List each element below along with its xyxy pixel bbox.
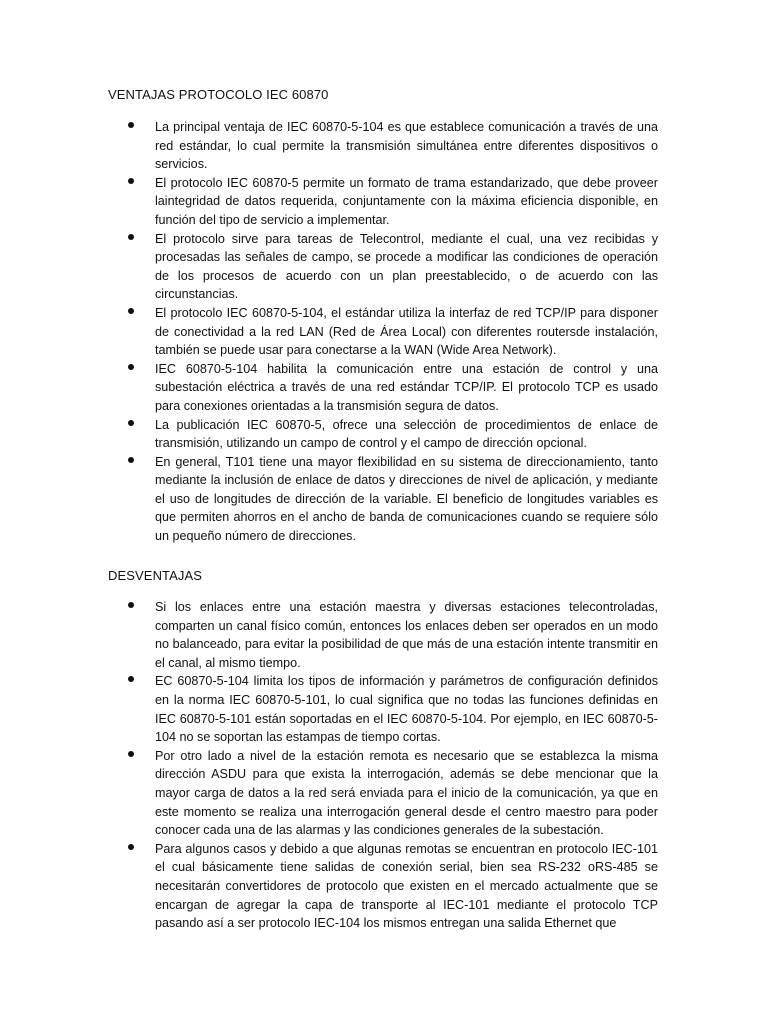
- list-item: [0, 416, 768, 453]
- list-item: [0, 453, 768, 546]
- bullet-icon: [128, 178, 134, 184]
- bullet-icon: [128, 457, 134, 463]
- section-heading-ventajas: VENTAJAS PROTOCOLO IEC 60870: [108, 87, 329, 102]
- list-item: [0, 360, 768, 416]
- desventajas-list: [0, 598, 768, 933]
- bullet-icon: [128, 751, 134, 757]
- bullet-icon: [128, 308, 134, 314]
- list-item-text: El protocolo IEC 60870-5-104, el estándar utiliza la interfaz de red TCP/IP para disponer de conectividad a la red LAN (Red de Área Local) con diferentes routersde instalación, también se puede usar para conectarse a la WAN (Wide Area Network).: [155, 305, 658, 358]
- list-item: [0, 304, 768, 360]
- list-item: [0, 672, 768, 746]
- list-item-text: EC 60870-5-104 limita los tipos de información y parámetros de configuración definidos en la norma IEC 60870-5-101, lo cual significa que no todas las funciones definidas en IEC 60870-5-101 están soportadas en el IEC 60870-5-104. Por ejemplo, en IEC 60870-5-104 no se soportan las estampas de tiempo cortas.: [155, 674, 658, 745]
- list-item-text: Para algunos casos y debido a que algunas remotas se encuentran en protocolo IEC-101 el cual básicamente tiene salidas de conexión serial, bien sea RS-232 oRS-485 se necesitarán convertidores de protocolo que existen en el mercado actualmente que se encargan de agregar la capa de transporte al IEC-101 mediante el protocolo TCP pasando así a ser protocolo IEC-104 los mismos entregan una salida Ethernet que: [155, 841, 658, 931]
- section-heading-desventajas: DESVENTAJAS: [108, 568, 203, 583]
- list-item: [0, 118, 768, 174]
- bullet-icon: [128, 364, 134, 370]
- bullet-icon: [128, 844, 134, 850]
- list-item: [0, 747, 768, 840]
- list-item-text: El protocolo IEC 60870-5 permite un formato de trama estandarizado, que debe proveer laintegridad de datos requerida, conjuntamente con la máxima eficiencia disponible, en función del tipo de servicio a implementar.: [155, 175, 658, 227]
- list-item: [0, 840, 768, 933]
- list-item-text: En general, T101 tiene una mayor flexibilidad en su sistema de direccionamiento, tanto mediante la inclusión de enlace de datos y direcciones de nivel de aplicación, y mediante el uso de longitudes de dirección de la variable. El beneficio de longitudes variables es que permiten ahorros en el ancho de banda de comunicaciones cuando se requiere sólo un pequeño número de direcciones.: [155, 454, 658, 544]
- list-item: [0, 174, 768, 230]
- bullet-icon: [128, 676, 134, 682]
- bullet-icon: [128, 420, 134, 426]
- list-item-text: Por otro lado a nivel de la estación remota es necesario que se establezca la misma dirección ASDU para que exista la interrogación, además se debe mencionar que la mayor carga de datos a la red será enviada para el inicio de la comunicación, ya que en este momento se realiza una interrogación general desde el centro maestro para poder conocer cada una de las alarmas y las condiciones generales de la subestación.: [155, 748, 658, 838]
- list-item-text: IEC 60870-5-104 habilita la comunicación entre una estación de control y una subestación eléctrica a través de una red estándar TCP/IP. El protocolo TCP es usado para conexiones orientadas a la transmisión segura de datos.: [155, 361, 658, 413]
- list-item: [0, 230, 768, 304]
- bullet-icon: [128, 234, 134, 240]
- bullet-icon: [128, 122, 134, 128]
- list-item-text: Si los enlaces entre una estación maestra y diversas estaciones telecontroladas, comparten un canal físico común, entonces los enlaces deben ser operados en un modo no balanceado, para evitar la posibilidad de que más de una estación intente transmitir en el canal, al mismo tiempo.: [155, 600, 658, 670]
- list-item-text: La publicación IEC 60870-5, ofrece una selección de procedimientos de enlace de transmisión, utilizando un campo de control y el campo de dirección opcional.: [155, 417, 658, 451]
- list-item-text: El protocolo sirve para tareas de Telecontrol, mediante el cual, una vez recibidas y procesadas las señales de campo, se procede a modificar las condiciones de operación de los procesos de acuerdo con un plan preestablecido, o de acuerdo con las circunstancias.: [155, 231, 658, 302]
- list-item-text: La principal ventaja de IEC 60870-5-104 es que establece comunicación a través de una red estándar, lo cual permite la transmisión simultánea entre diferentes dispositivos o servicios.: [155, 120, 658, 172]
- bullet-icon: [128, 602, 134, 608]
- ventajas-list: [0, 118, 768, 546]
- list-item: [0, 598, 768, 672]
